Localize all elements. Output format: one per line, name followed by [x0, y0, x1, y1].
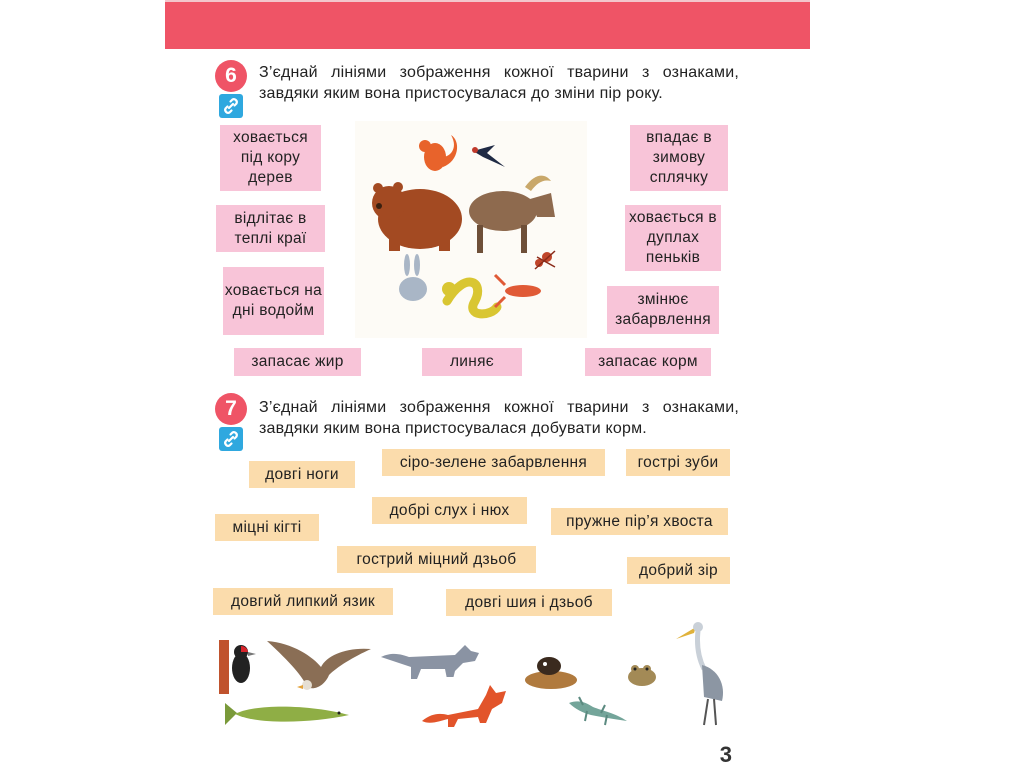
task-6-instructions: З’єднай лініями зображення кожної тварини з ознаками, завдяки яким вона пристосувалася до зміни пір року. — [259, 64, 739, 102]
card-changes-coloring[interactable]: змінює забарвлення — [607, 286, 719, 334]
task-number-6: 6 — [215, 60, 247, 92]
card-good-hearing-and-smell[interactable]: добрі слух і нюх — [372, 497, 527, 524]
card-long-legs[interactable]: довгі ноги — [249, 461, 355, 488]
card-strong-claws[interactable]: міцні кігті — [215, 514, 319, 541]
card-long-sticky-tongue[interactable]: довгий липкий язик — [213, 588, 393, 615]
lizard-image — [565, 693, 629, 729]
card-stores-food[interactable]: запасає корм — [585, 348, 711, 376]
animals-illustration — [355, 121, 587, 338]
link-icon[interactable] — [219, 427, 243, 451]
card-molts[interactable]: линяє — [422, 348, 522, 376]
task-7-instructions: З’єднай лініями зображення кожної тварини з ознаками, завдяки яким вона пристосувалася добувати корм. — [259, 399, 739, 437]
header-banner — [165, 0, 810, 49]
card-stores-fat[interactable]: запасає жир — [234, 348, 361, 376]
card-long-neck-and-beak[interactable]: довгі шия і дзьоб — [446, 589, 612, 616]
card-grey-green-coloring[interactable]: сіро-зелене забарвлення — [382, 449, 605, 476]
card-sharp-teeth[interactable]: гострі зуби — [626, 449, 730, 476]
card-hides-at-pond-bottom[interactable]: ховається на дні водойм — [223, 267, 324, 335]
toad-image — [625, 659, 659, 689]
card-sharp-strong-beak[interactable]: гострий міцний дзьоб — [337, 546, 536, 573]
woodpecker-image — [215, 640, 257, 694]
fox-image — [420, 677, 513, 729]
card-hibernates[interactable]: впадає в зимову сплячку — [630, 125, 728, 191]
mole-image — [521, 648, 579, 690]
pike-image — [223, 699, 351, 729]
card-good-eyesight[interactable]: добрий зір — [627, 557, 730, 584]
task-number-7: 7 — [215, 393, 247, 425]
link-icon[interactable] — [219, 94, 243, 118]
card-flies-to-warm-lands[interactable]: відлітає в теплі краї — [216, 205, 325, 252]
heron-image — [674, 609, 731, 728]
wolf-image — [379, 639, 485, 681]
card-springy-tail-feathers[interactable]: пружне пір’я хвоста — [551, 508, 728, 535]
page-number: 3 — [719, 742, 732, 767]
eagle-image — [263, 633, 375, 697]
card-hides-under-bark[interactable]: ховається під кору дерев — [220, 125, 321, 191]
workbook-page — [165, 0, 810, 768]
card-hides-in-stump-hollows[interactable]: ховається в дуплах пеньків — [625, 205, 721, 271]
